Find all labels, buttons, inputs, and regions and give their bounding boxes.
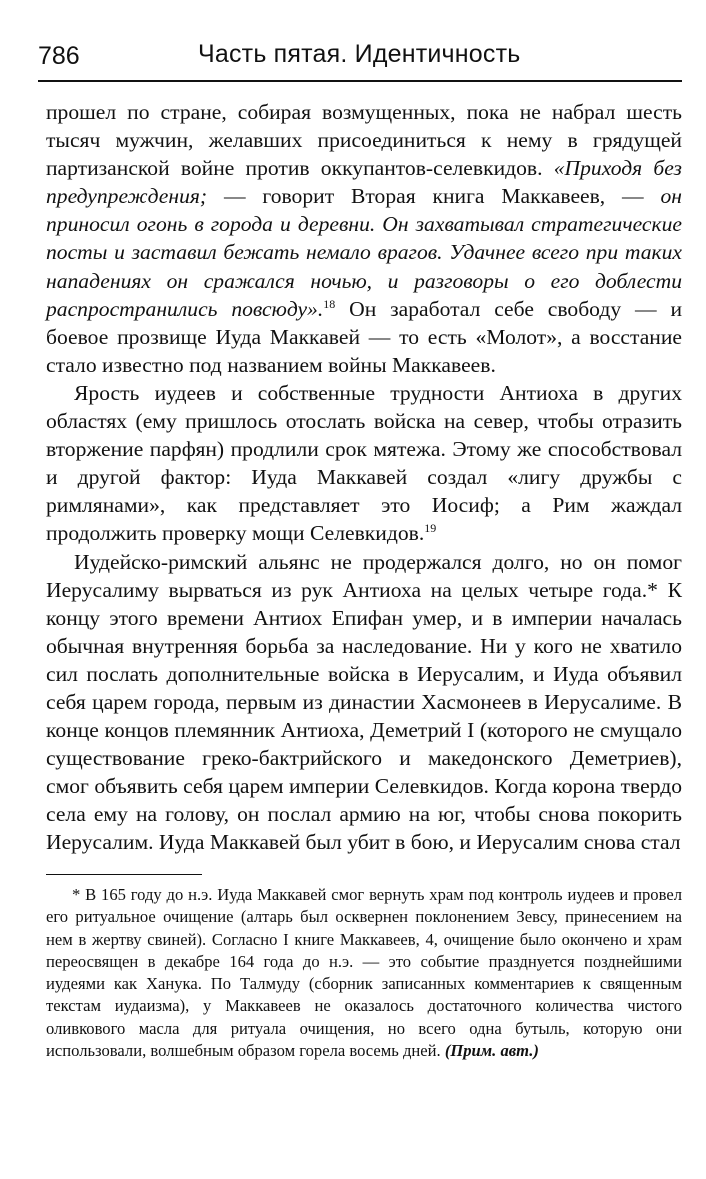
endnote-ref-19: 19 — [424, 521, 437, 536]
footnote-rule — [46, 874, 202, 875]
quote-a: «Приходя без предупреждения; — [46, 156, 682, 209]
quote-b: он приносил огонь в города и деревни. Он захватывал стратегические посты и заставил бежать немало врагов. Удачнее всего при таких нападениях он сражался ночью, и разговоры о его доблести распространились повсюду». — [46, 184, 682, 321]
paragraph-2 — [46, 379, 682, 548]
paragraph-1-text-b: — говорит Вторая книга Маккавеев, — — [207, 184, 661, 209]
paragraph-1-text-c: Он заработал себе свободу — и боевое прозвище Иуда Маккавей — то есть «Молот», а восстание стало известно под названием войны Маккавеев. — [46, 296, 682, 377]
paragraph-1-text-a: прошел по стране, собирая возмущенных, пока не набрал шесть тысяч мужчин, желавших присоединиться к нему в грядущей партизанской войне против оккупантов-селевкидов. — [46, 100, 682, 181]
footnote — [46, 884, 682, 1062]
paragraph-3: Иудейско-римский альянс не продержался долго, но он помог Иерусалиму вырваться из рук Антиоха на целых четыре года.* К концу этого времени Антиох Епифан умер, и в империи началась обычная внутренняя борьба за наследование. Ни у кого не хватило сил послать дополнительные войска в Иерусалим, и Иуда объявил себя царем города, первым из династии Хасмонеев в Иерусалиме. В конце концов племянник Антиоха, Деметрий I (которого не смущало существование греко-бактрийского и македонского Деметриев), смог объявить себя царем империи Селевкидов. Когда корона твердо села ему на голову, он послал армию на юг, чтобы снова покорить Иерусалим. Иуда Маккавей был убит в бою, и Иерусалим снова стал — [46, 549, 682, 855]
footnote-text: * В 165 году до н.э. Иуда Маккавей смог вернуть храм под контроль иудеев и провел его ритуальное очищение (алтарь был осквернен поклонением Зевсу, принесением на нем в жертву свиней). Согласно I книге Маккавеев, 4, очищение было окончено и храм переосвящен в декабре 164 года до н.э. — это событие празднуется позднейшими иудеями как Ханука. По Талмуду (сборник записанных комментариев к священным текстам иудаизма), у Маккавеев не оказалось достаточного количества чистого оливкового масла для ритуала очищения, но всего одна бутыль, которую они использовали, волшебным образом горела восемь дней. — [46, 885, 682, 1061]
page-header — [38, 36, 682, 76]
paragraph-1 — [46, 98, 682, 379]
footnote-author-note: (Прим. авт.) — [444, 1041, 539, 1061]
page-number: 786 — [38, 42, 80, 70]
paragraph-2-text: Ярость иудеев и собственные трудности Антиоха в других областях (ему пришлось отослать войска на север, чтобы отразить вторжение парфян) продлили срок мятежа. Этому же способствовал и другой фактор: Иуда Маккавей создал «лигу дружбы с римлянами», как представляет это Иосиф; а Рим жаждал продолжить проверку мощи Селевкидов. — [46, 380, 682, 546]
header-rule — [38, 80, 682, 82]
footnote-paragraph — [46, 884, 682, 1062]
main-text — [46, 98, 682, 857]
running-title: Часть пятая. Идентичность — [198, 40, 521, 68]
endnote-ref-18: 18 — [323, 296, 336, 311]
